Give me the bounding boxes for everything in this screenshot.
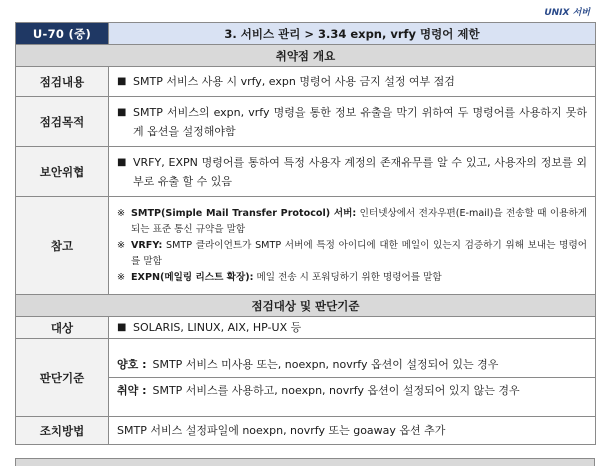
reference-term: VRFY: — [131, 239, 163, 251]
table-row — [16, 147, 596, 197]
reference-item — [117, 206, 587, 238]
table-row — [16, 67, 596, 97]
bullet-icon: ■ — [117, 106, 127, 118]
overview-section-title: 취약점 개요 — [16, 45, 596, 67]
row-label-check-purpose: 점검목적 — [16, 97, 109, 147]
row-label-security-threat: 보안위협 — [16, 147, 109, 197]
row-label-check-content: 점검내용 — [16, 67, 109, 97]
bad-term: 취약 : — [117, 384, 147, 397]
criteria-section-title: 점검대상 및 판단기준 — [16, 295, 596, 317]
action-text: SMTP 서비스 설정파일에 noexpn, novrfy 또는 goaway 옵션 추가 — [109, 417, 596, 445]
target-text: SOLARIS, LINUX, AIX, HP-UX 등 — [133, 321, 302, 334]
criteria-section-row — [16, 295, 596, 317]
security-threat-text: VRFY, EXPN 명령어를 통하여 특정 사용자 계정의 존재유무를 알 수 있고, 사용자의 정보를 외부로 유출 할 수 있음 — [133, 155, 587, 188]
table-row — [16, 317, 596, 339]
reference-item — [117, 270, 587, 286]
bullet-icon: ■ — [117, 76, 127, 87]
bullet-icon: ■ — [117, 322, 127, 333]
table-row — [16, 97, 596, 147]
check-content-text: SMTP 서비스 사용 시 vrfy, expn 명령어 사용 금지 설정 여부 점검 — [133, 75, 455, 88]
note-mark-icon: ※ — [117, 239, 126, 251]
reference-row — [16, 197, 596, 295]
reference-term: SMTP(Simple Mail Transfer Protocol) 서버: — [131, 207, 357, 219]
good-term: 양호 : — [117, 358, 147, 371]
check-purpose-text: SMTP 서비스의 expn, vrfy 명령을 통한 정보 유출을 막기 위하여 두 명령어를 사용하지 못하게 옵션을 설정해야함 — [133, 105, 587, 138]
overview-section-row — [16, 45, 596, 67]
reference-text: 인터넷상에서 전자우편(E-mail)을 전송할 때 이용하게 되는 표준 통신 규약을 말함 — [131, 207, 587, 235]
bad-text: SMTP 서비스를 사용하고, noexpn, novrfy 옵션이 설정되어 있지 않는 경우 — [152, 384, 520, 397]
check-content-cell — [109, 67, 596, 97]
security-threat-cell — [109, 147, 596, 197]
bullet-icon: ■ — [117, 156, 127, 168]
reference-term: EXPN(메일링 리스트 확장): — [131, 271, 254, 283]
page-label: UNIX 서버 — [544, 8, 590, 18]
judgment-bad — [109, 377, 595, 403]
reference-text: SMTP 클라이언트가 SMTP 서버에 특정 아이디에 대한 메일이 있는지 검증하기 위해 보내는 명령어를 말함 — [131, 239, 587, 267]
table-row — [16, 417, 596, 445]
next-section-strip — [15, 458, 595, 466]
reference-cell — [109, 197, 596, 295]
judgment-cell — [109, 339, 596, 417]
item-code: U-70 (중) — [16, 23, 109, 45]
vulnerability-table — [15, 22, 596, 445]
table-row — [16, 339, 596, 417]
good-text: SMTP 서비스 미사용 또는, noexpn, novrfy 옵션이 설정되어 있는 경우 — [152, 358, 499, 371]
judgment-good — [109, 352, 595, 377]
note-mark-icon: ※ — [117, 271, 126, 283]
row-label-target: 대상 — [16, 317, 109, 339]
row-label-reference: 참고 — [16, 197, 109, 295]
item-title: 3. 서비스 관리 > 3.34 expn, vrfy 명령어 제한 — [109, 23, 596, 45]
note-mark-icon: ※ — [117, 207, 126, 219]
check-purpose-cell — [109, 97, 596, 147]
row-label-action: 조치방법 — [16, 417, 109, 445]
target-cell — [109, 317, 596, 339]
header-row — [16, 23, 596, 45]
reference-text: 메일 전송 시 포워딩하기 위한 명령어를 말함 — [253, 271, 442, 283]
row-label-judgment: 판단기준 — [16, 339, 109, 417]
reference-item — [117, 238, 587, 270]
